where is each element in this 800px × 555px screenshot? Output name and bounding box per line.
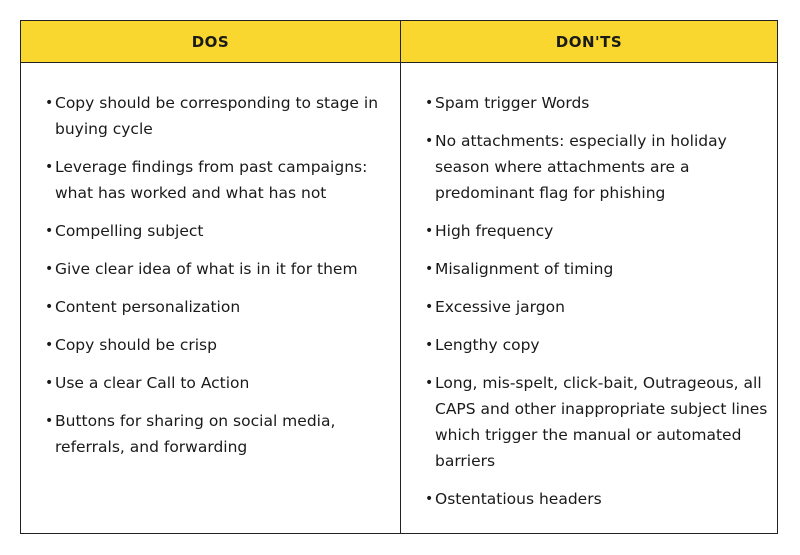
dos-item-text: Compelling subject: [55, 222, 204, 240]
donts-item-text: Misalignment of timing: [435, 260, 614, 278]
donts-header: [401, 21, 777, 63]
donts-header-label: DON'TS: [555, 32, 623, 51]
donts-item: [401, 90, 777, 116]
bullet-icon: •: [45, 223, 54, 239]
donts-item: [401, 486, 777, 512]
donts-item-text: Spam trigger Words: [435, 94, 590, 112]
bullet-icon: •: [45, 159, 54, 175]
donts-item-text: High frequency: [435, 222, 554, 240]
dos-item: [21, 256, 400, 282]
bullet-icon: •: [425, 95, 434, 111]
bullet-icon: •: [45, 299, 54, 315]
bullet-icon: •: [425, 223, 434, 239]
dos-item: [21, 218, 400, 244]
bullet-icon: •: [45, 95, 54, 111]
bullet-icon: •: [425, 299, 434, 315]
dos-item: [21, 332, 400, 358]
dos-item-text: Content personalization: [55, 298, 241, 316]
bullet-icon: •: [425, 337, 434, 353]
dos-item-text: Leverage findings from past campaigns: what has worked and what has not: [55, 158, 368, 202]
dos-item: [21, 90, 400, 142]
dos-item-text: Use a clear Call to Action: [55, 374, 250, 392]
bullet-icon: •: [45, 413, 54, 429]
bullet-icon: •: [45, 261, 54, 277]
bullet-icon: •: [425, 375, 434, 391]
dos-donts-table: [20, 20, 778, 534]
bullet-icon: •: [425, 133, 434, 149]
donts-item: [401, 256, 777, 282]
dos-column: [21, 63, 401, 533]
donts-item: [401, 332, 777, 358]
donts-item: [401, 370, 777, 474]
bullet-icon: •: [45, 337, 54, 353]
dos-item-text: Copy should be corresponding to stage in buying cycle: [55, 94, 379, 138]
donts-item-text: Excessive jargon: [435, 298, 565, 316]
donts-item: [401, 128, 777, 206]
bullet-icon: •: [425, 491, 434, 507]
dos-header: [21, 21, 401, 63]
dos-item-text: Give clear idea of what is in it for them: [55, 260, 358, 278]
bullet-icon: •: [425, 261, 434, 277]
donts-item-text: Long, mis-spelt, click-bait, Outrageous, all CAPS and other inappropriate subject lines which trigger the manual or automated barriers: [435, 374, 768, 470]
donts-item: [401, 218, 777, 244]
dos-item: [21, 154, 400, 206]
dos-item-text: Copy should be crisp: [55, 336, 217, 354]
dos-item: [21, 408, 400, 460]
donts-item-text: No attachments: especially in holiday season where attachments are a predominant flag for phishing: [435, 132, 727, 202]
donts-item: [401, 294, 777, 320]
donts-column: [401, 63, 777, 533]
bullet-icon: •: [45, 375, 54, 391]
dos-header-label: DOS: [191, 32, 230, 51]
donts-item-text: Lengthy copy: [435, 336, 540, 354]
donts-item-text: Ostentatious headers: [435, 490, 602, 508]
dos-item: [21, 370, 400, 396]
dos-item: [21, 294, 400, 320]
dos-item-text: Buttons for sharing on social media, referrals, and forwarding: [55, 412, 336, 456]
dos-list: [21, 90, 400, 460]
donts-list: [401, 90, 777, 512]
